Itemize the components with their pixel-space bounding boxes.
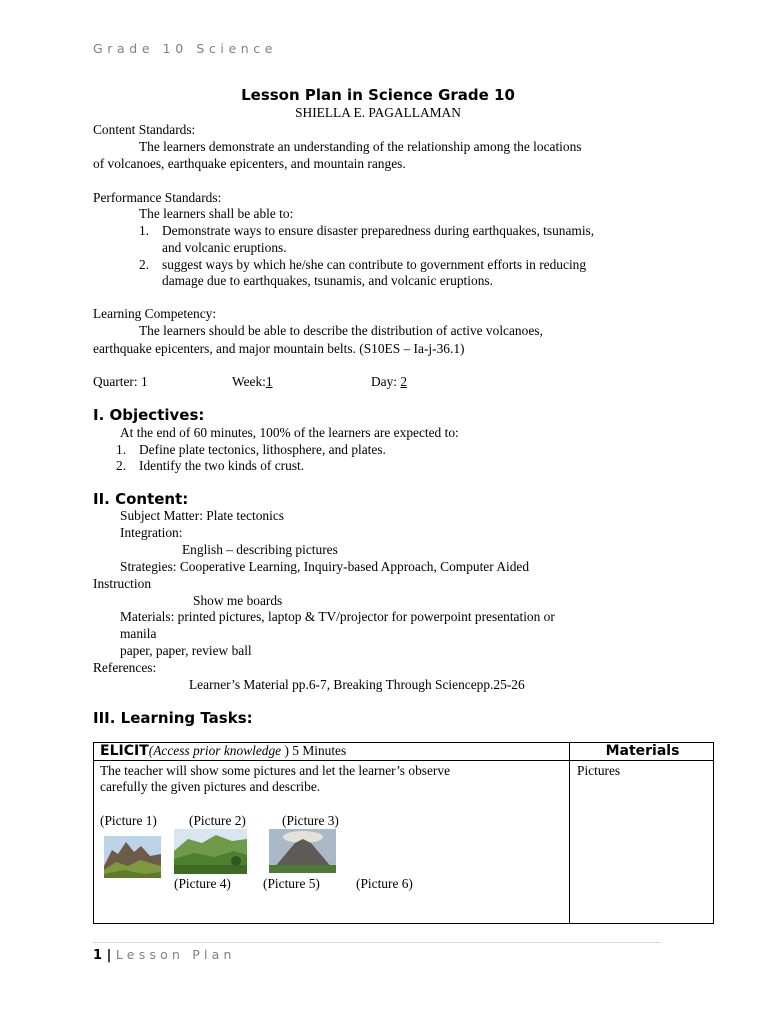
picture-3-label: (Picture 3) xyxy=(282,813,339,828)
materials-value: Pictures xyxy=(577,763,621,778)
learning-competency-line2: earthquake epicenters, and major mountain belts. (S10ES – Ia-j-36.1) xyxy=(93,341,465,356)
picture-1-mountains-image xyxy=(104,836,161,878)
day-label: Day: xyxy=(371,374,401,389)
materials-line1: Materials: printed pictures, laptop & TV/projector for powerpoint presentation or xyxy=(120,609,555,624)
picture-3-volcano-image xyxy=(269,829,336,873)
table-header-divider xyxy=(94,760,713,761)
objectives-intro: At the end of 60 minutes, 100% of the learners are expected to: xyxy=(120,425,459,440)
performance-item-1-line1: Demonstrate ways to ensure disaster preparedness during earthquakes, tsunamis, xyxy=(162,223,595,238)
day-value: 2 xyxy=(400,374,408,389)
picture-2-hills-image xyxy=(174,829,247,874)
learning-competency-label: Learning Competency: xyxy=(93,306,217,321)
page-number: 1 xyxy=(93,948,103,963)
elicit-body-line1: The teacher will show some pictures and let the learner’s observe xyxy=(100,763,451,778)
references-value: Learner’s Material pp.6-7, Breaking Through Sciencepp.25-26 xyxy=(189,677,525,692)
strategies-line2: Instruction xyxy=(93,576,152,591)
footer-separator: | xyxy=(102,948,116,963)
performance-item-2-num: 2. xyxy=(139,257,150,272)
integration-value: English – describing pictures xyxy=(182,542,338,557)
footer-rule xyxy=(93,942,661,943)
author-name: SHIELLA E. PAGALLAMAN xyxy=(295,105,461,120)
footer xyxy=(93,947,236,963)
content-standards-line1: The learners demonstrate an understanding of the relationship among the locations xyxy=(139,139,582,154)
performance-item-1-num: 1. xyxy=(139,223,150,238)
picture-6-label: (Picture 6) xyxy=(356,876,413,891)
performance-item-2-line1: suggest ways by which he/she can contribute to government efforts in reducing xyxy=(162,257,587,272)
objective-item-2-text: Identify the two kinds of crust. xyxy=(139,458,305,473)
materials-line2: manila xyxy=(120,626,157,641)
learning-competency-line1: The learners should be able to describe the distribution of active volcanoes, xyxy=(139,323,543,338)
elicit-body-line2: carefully the given pictures and describe. xyxy=(100,779,321,794)
performance-item-1-line2: and volcanic eruptions. xyxy=(162,240,287,255)
elicit-time: ) 5 Minutes xyxy=(284,743,347,758)
learning-tasks-heading: III. Learning Tasks: xyxy=(93,709,253,727)
content-standards-label: Content Standards: xyxy=(93,122,196,137)
subject-matter: Subject Matter: Plate tectonics xyxy=(120,508,284,523)
performance-standards-intro: The learners shall be able to: xyxy=(139,206,294,221)
objective-item-2-num: 2. xyxy=(116,458,127,473)
picture-2-label: (Picture 2) xyxy=(189,813,246,828)
performance-item-2-line2: damage due to earthquakes, tsunamis, and volcanic eruptions. xyxy=(162,273,493,288)
content-heading: II. Content: xyxy=(93,490,189,508)
table-column-divider xyxy=(569,743,570,923)
picture-1-label: (Picture 1) xyxy=(100,813,157,828)
references-label: References: xyxy=(93,660,157,675)
picture-5-label: (Picture 5) xyxy=(263,876,320,891)
strategies-line1: Strategies: Cooperative Learning, Inquiry-based Approach, Computer Aided xyxy=(120,559,530,574)
objective-item-1-num: 1. xyxy=(116,442,127,457)
materials-line3: paper, paper, review ball xyxy=(120,643,252,658)
week-value: 1 xyxy=(265,374,273,389)
footer-text: Lesson Plan xyxy=(115,947,236,962)
strategies-line3: Show me boards xyxy=(193,593,283,608)
objectives-heading: I. Objectives: xyxy=(93,406,205,424)
integration-label: Integration: xyxy=(120,525,183,540)
week-field xyxy=(232,374,273,390)
objective-item-1-text: Define plate tectonics, lithosphere, and plates. xyxy=(139,442,386,457)
elicit-subtitle: (Access prior knowledge xyxy=(148,743,285,758)
elicit-label: ELICIT xyxy=(100,743,149,759)
running-header: Grade 10 Science xyxy=(93,41,278,56)
picture-4-label: (Picture 4) xyxy=(174,876,231,891)
content-standards-line2: of volcanoes, earthquake epicenters, and mountain ranges. xyxy=(93,156,406,171)
elicit-header-cell xyxy=(100,743,346,759)
day-field xyxy=(371,374,407,390)
week-label: Week: xyxy=(232,374,266,389)
materials-header: Materials xyxy=(605,743,680,759)
performance-standards-label: Performance Standards: xyxy=(93,190,222,205)
document-title: Lesson Plan in Science Grade 10 xyxy=(241,86,515,104)
quarter-label: Quarter: 1 xyxy=(93,374,148,389)
